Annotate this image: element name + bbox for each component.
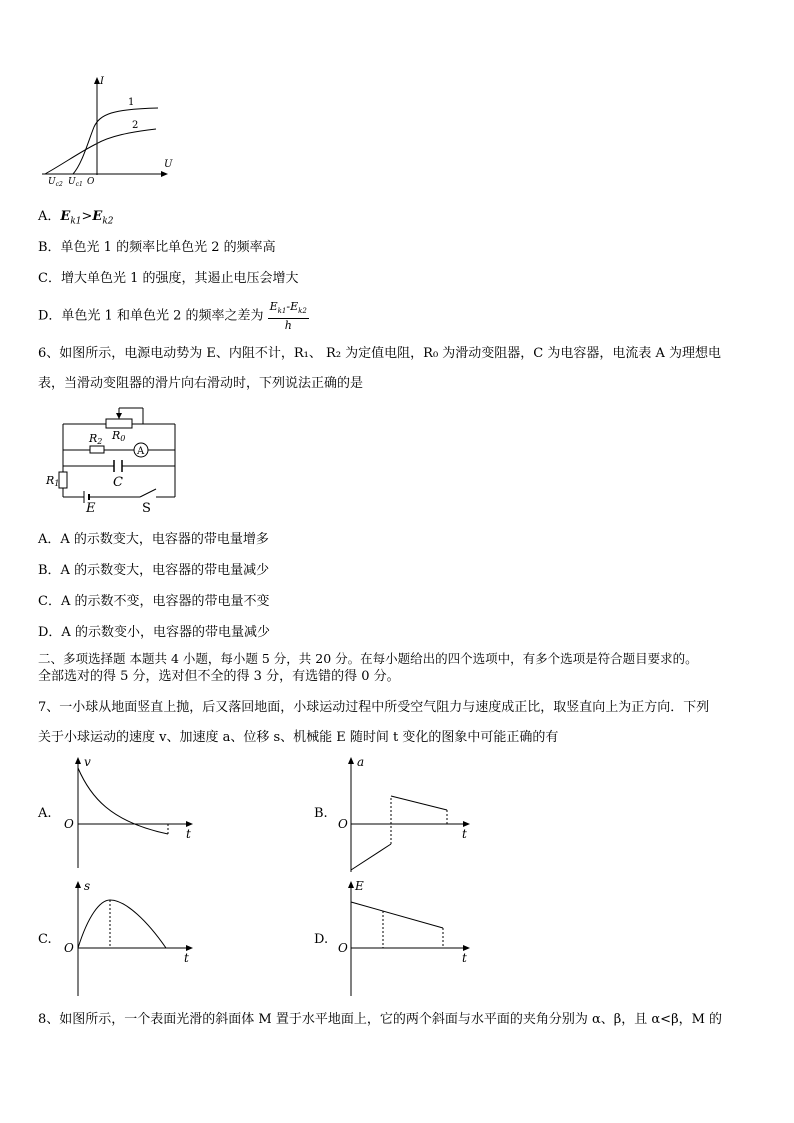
svg-text:E: E [355, 879, 364, 893]
q5-option-c: C．增大单色光 1 的强度，其遏止电压会增大 [38, 271, 299, 286]
curve-1 [73, 108, 158, 174]
uc1-label: U [68, 177, 76, 187]
svg-text:R0: R0 [112, 429, 126, 443]
iu-curve-figure [38, 72, 178, 190]
curve-2-label: 2 [132, 120, 139, 131]
q5-option-b: B．单色光 1 的频率比单色光 2 的频率高 [38, 240, 276, 255]
svg-text:v: v [84, 755, 91, 769]
uc2-sub: c2 [55, 181, 63, 188]
svg-text:O: O [338, 941, 348, 955]
r1-resistor [59, 472, 67, 488]
r2-resistor [90, 446, 104, 453]
q6-option-d: D．A 的示数变小，电容器的带电量减少 [38, 625, 270, 640]
svg-text:Uc2 [48, 177, 63, 188]
circuit-diagram [44, 402, 184, 514]
svg-text:t: t [462, 951, 467, 965]
q6-option-a: A．A 的示数变大，电容器的带电量增多 [38, 532, 269, 547]
svg-text:O: O [64, 817, 74, 831]
svg-text:O: O [338, 817, 348, 831]
q7-option-b-label: B. [314, 806, 328, 821]
freq-diff-fraction: $\frac{E_{k1}-E_{k2}}{h}$ [269, 300, 307, 333]
q6-stem-line2: 表，当滑动变阻器的滑片向右滑动时，下列说法正确的是 [38, 376, 364, 391]
svg-text:a: a [357, 755, 365, 769]
axis-i-label: I [100, 76, 104, 87]
svg-text:O: O [64, 941, 74, 955]
q6-stem-line1: 6、如图所示，电源电动势为 E、内阻不计，R₁、 R₂ 为定值电阻，R₀ 为滑动变阻器，C 为电容器，电流表 A 为理想电 [38, 346, 722, 361]
svg-text:t: t [186, 827, 191, 841]
origin-label: O [87, 177, 95, 187]
uc1-sub: c1 [75, 181, 83, 188]
q7-option-c-label: C. [38, 932, 52, 947]
graph-s-t [60, 876, 200, 1000]
q5-option-a: A．$E_{k1}>E_{k2}$ [38, 209, 114, 227]
curve-2 [45, 129, 156, 174]
svg-text:t: t [462, 827, 467, 841]
r0-resistor [106, 419, 132, 428]
svg-text:R2: R2 [89, 432, 103, 446]
svg-text:R1: R1 [46, 474, 60, 488]
q7-option-a-label: A. [38, 806, 52, 821]
section2-line2: 全部选对的得 5 分，选对但不全的得 3 分，有选错的得 0 分。 [38, 669, 400, 684]
q6-option-b: B．A 的示数变大，电容器的带电量减少 [38, 563, 270, 578]
uc2-label: U [48, 177, 56, 187]
q7-option-d-label: D. [314, 932, 329, 947]
q7-stem-line2: 关于小球运动的速度 v、加速度 a、位移 s、机械能 E 随时间 t 变化的图象中可能正确的有 [38, 730, 559, 745]
axis-u-label: U [164, 159, 173, 170]
graph-a-t [333, 752, 478, 877]
graph-e-t [333, 876, 478, 1000]
svg-text:A: A [137, 446, 145, 457]
svg-text:t: t [184, 951, 189, 965]
svg-text:C: C [113, 475, 123, 490]
graph-v-t [60, 752, 200, 872]
q8-stem-line1: 8、如图所示，一个表面光滑的斜面体 M 置于水平地面上，它的两个斜面与水平面的夹角分别为 α、β，且 α<β，M 的 [38, 1012, 723, 1027]
section2-line1: 二、多项选择题 本题共 4 小题，每小题 5 分，共 20 分。在每小题给出的四个选项中，有多个选项是符合题目要求的。 [38, 651, 698, 666]
switch [140, 489, 156, 497]
svg-text:Uc1 [68, 177, 83, 188]
svg-text:S: S [142, 501, 151, 514]
curve-1-label: 1 [128, 97, 135, 108]
q7-stem-line1: 7、一小球从地面竖直上抛，后又落回地面，小球运动过程中所受空气阻力与速度成正比，取竖直向上为正方向．下列 [38, 700, 710, 715]
q6-option-c: C．A 的示数不变，电容器的带电量不变 [38, 594, 270, 609]
q5-option-d: D．单色光 1 和单色光 2 的频率之差为 $\frac{E_{k1}-E_{k2}}{h}$ [38, 300, 307, 333]
svg-text:s: s [84, 879, 91, 893]
svg-text:E: E [86, 501, 96, 514]
